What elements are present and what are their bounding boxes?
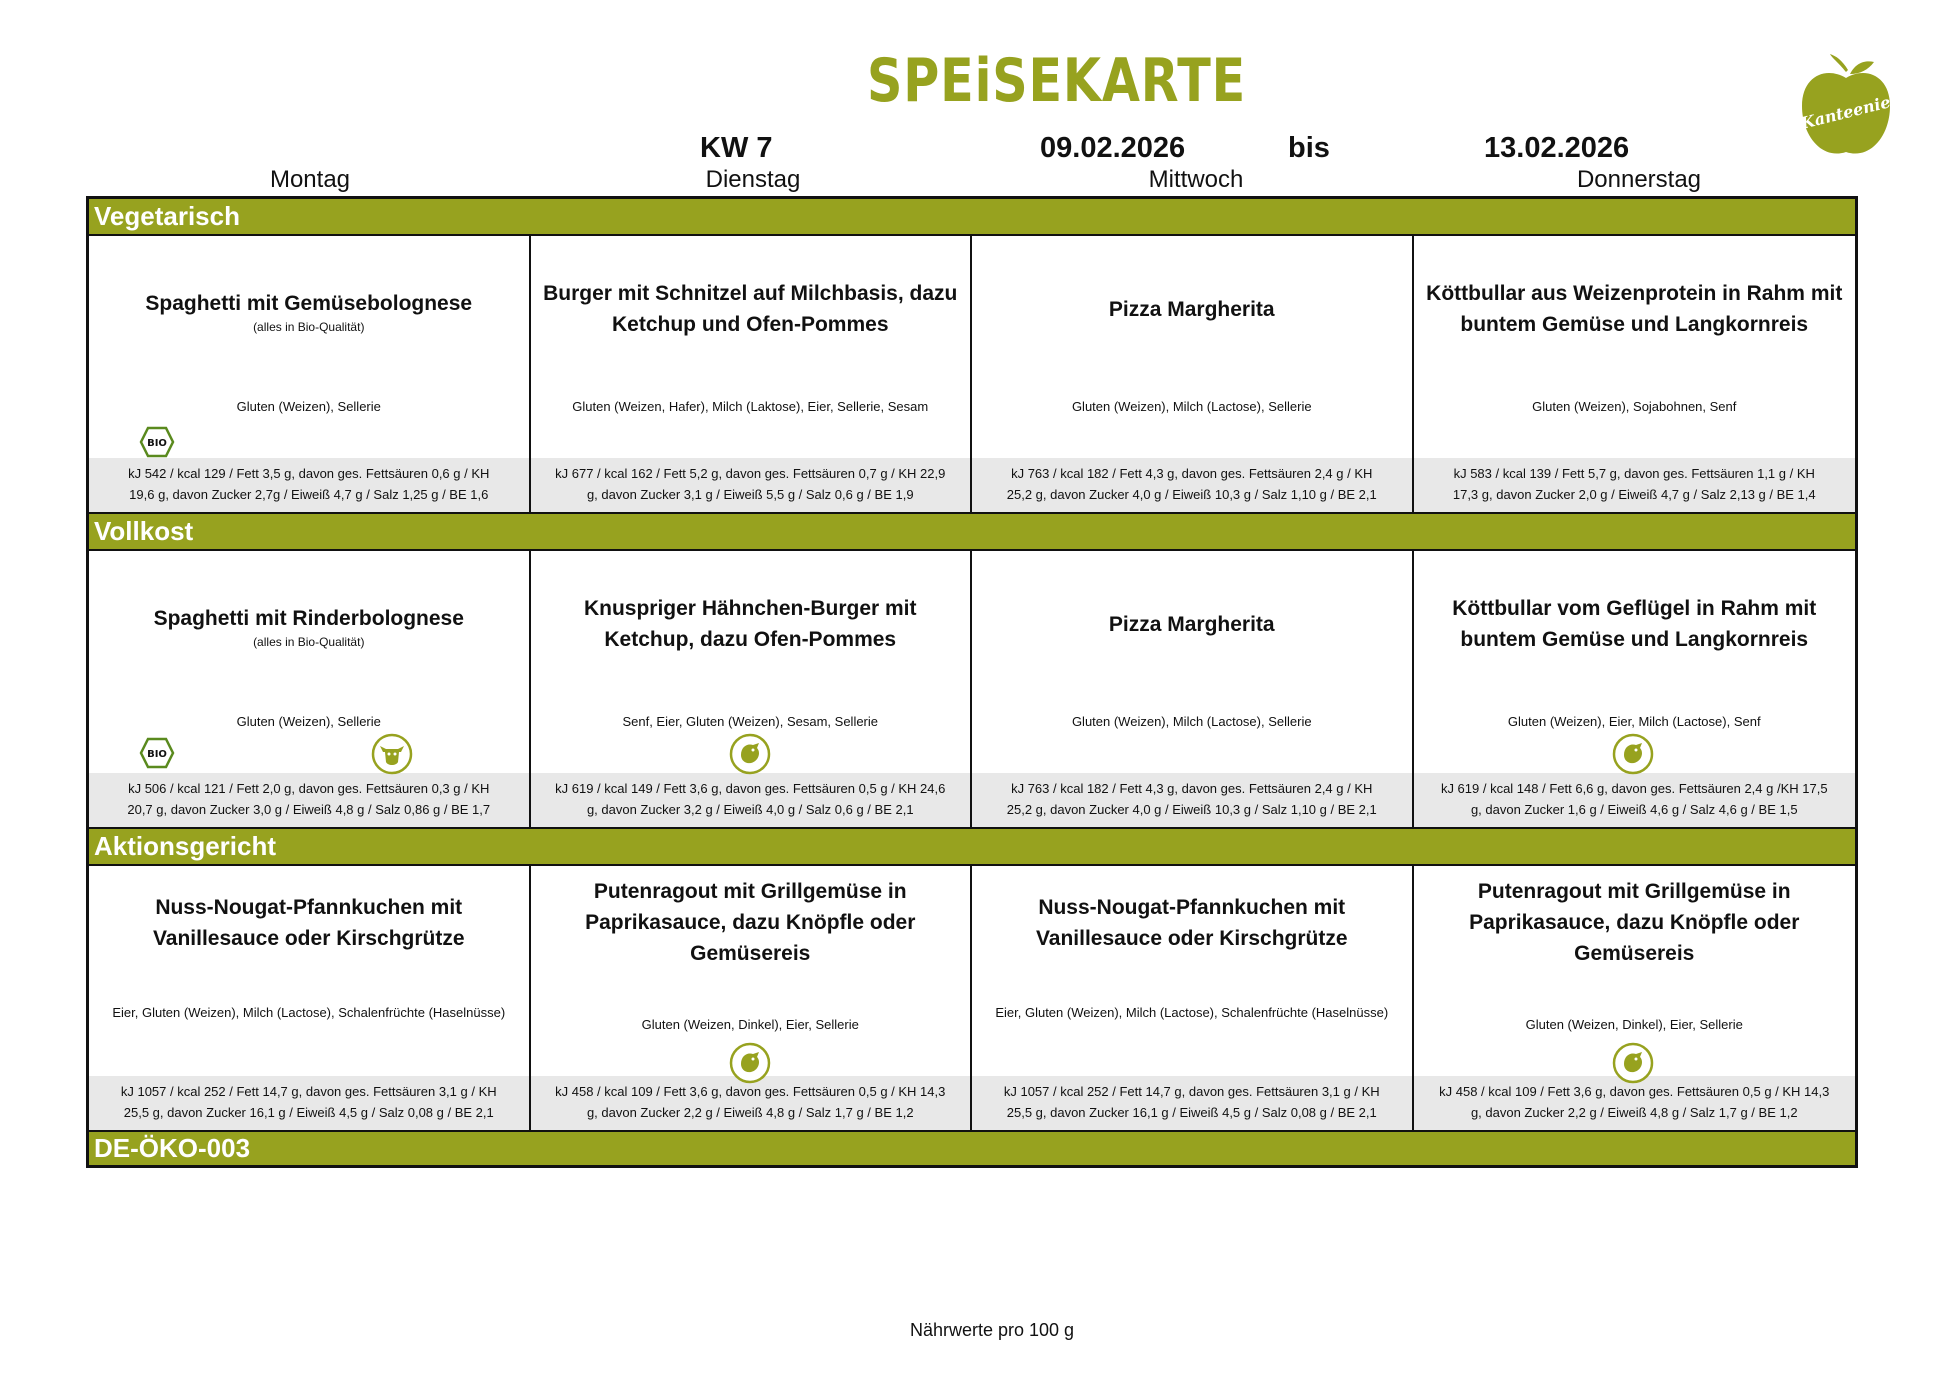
- dish-title: Putenragout mit Grillgemüse in Paprikasauce, dazu Knöpfle oder Gemüsereis: [585, 880, 916, 965]
- nutrition-info: kJ 458 / kcal 109 / Fett 3,6 g, davon ges. Fettsäuren 0,5 g / KH 14,3 g, davon Zucker 2,2 g / Eiweiß 4,8 g / Salz 1,7 g / BE 1,2: [531, 1076, 971, 1132]
- dish-cell: [1414, 866, 1856, 1132]
- dish-cell: [89, 551, 531, 829]
- day-thursday: Donnerstag: [1576, 166, 1702, 193]
- dish-cell: [1414, 551, 1856, 829]
- page-title: SPEiSEKARTE: [867, 46, 1247, 116]
- allergen-list: Eier, Gluten (Weizen), Milch (Lactose), Schalenfrüchte (Haselnüsse): [112, 1005, 506, 1020]
- dish-title: Köttbullar aus Weizenprotein in Rahm mit buntem Gemüse und Langkornreis: [1426, 282, 1843, 336]
- dish-cell: [531, 866, 973, 1132]
- dish-title: Burger mit Schnitzel auf Milchbasis, dazu Ketchup und Ofen-Pommes: [543, 282, 958, 336]
- nutrition-info: kJ 1057 / kcal 252 / Fett 14,7 g, davon ges. Fettsäuren 3,1 g / KH 25,5 g, davon Zucker 16,1 g / Eiweiß 4,5 g / Salz 0,08 g / BE 2,1: [972, 1076, 1412, 1132]
- allergen-list: Gluten (Weizen), Sojabohnen, Senf: [1532, 399, 1737, 414]
- menu-row: [89, 551, 1855, 829]
- day-tuesday: Dienstag: [705, 166, 801, 193]
- day-wednesday: Mittwoch: [1148, 166, 1244, 193]
- menu-row: [89, 866, 1855, 1132]
- nutrition-info: kJ 1057 / kcal 252 / Fett 14,7 g, davon ges. Fettsäuren 3,1 g / KH 25,5 g, davon Zucker 16,1 g / Eiweiß 4,5 g / Salz 0,08 g / BE 2,1: [89, 1076, 529, 1132]
- poultry-turkey-icon: [727, 1042, 773, 1084]
- dish-title: Nuss-Nougat-Pfannkuchen mit Vanillesauce oder Kirschgrütze: [1035, 896, 1348, 950]
- logo-text: Kanteenie: [1798, 92, 1893, 133]
- dish-cell: [1414, 236, 1856, 514]
- nutrition-info: kJ 583 / kcal 139 / Fett 5,7 g, davon ges. Fettsäuren 1,1 g / KH 17,3 g, davon Zucker 2,0 g / Eiweiß 4,7 g / Salz 2,13 g / BE 1,4: [1414, 458, 1856, 514]
- allergen-list: Gluten (Weizen), Eier, Milch (Lactose), Senf: [1507, 714, 1761, 729]
- allergen-list: Gluten (Weizen, Dinkel), Eier, Sellerie: [641, 1017, 859, 1032]
- poultry-turkey-icon: [1610, 1042, 1656, 1084]
- category-vollkost: Vollkost: [89, 514, 1855, 551]
- dish-cell: [972, 551, 1414, 829]
- dish-cell: [531, 551, 973, 829]
- category-vegetarisch: Vegetarisch: [89, 199, 1855, 236]
- allergen-list: Gluten (Weizen), Milch (Lactose), Sellerie: [1071, 714, 1312, 729]
- allergen-list: Gluten (Weizen, Hafer), Milch (Laktose), Eier, Sellerie, Sesam: [572, 399, 929, 414]
- nutrition-info: kJ 619 / kcal 148 / Fett 6,6 g, davon ges. Fettsäuren 2,4 g /KH 17,5 g, davon Zucker 1,6 g / Eiweiß 4,6 g / Salz 4,6 g / BE 1,5: [1414, 773, 1856, 829]
- svg-text:BIO: BIO: [147, 749, 167, 760]
- dish-cell: [972, 866, 1414, 1132]
- date-separator: bis: [1288, 132, 1330, 164]
- dish-cell: [531, 236, 973, 514]
- nutrition-info: kJ 506 / kcal 121 / Fett 2,0 g, davon ges. Fettsäuren 0,3 g / KH 20,7 g, davon Zucker 3,0 g / Eiweiß 4,8 g / Salz 0,86 g / BE 1,7: [89, 773, 529, 829]
- dish-title: Nuss-Nougat-Pfannkuchen mit Vanillesauce oder Kirschgrütze: [152, 896, 465, 950]
- dish-title: Pizza Margherita: [1108, 613, 1275, 636]
- beef-cow-icon: [369, 733, 415, 775]
- date-to: 13.02.2026: [1484, 132, 1630, 164]
- dish-note: (alles in Bio-Qualität): [253, 635, 365, 649]
- dish-title: Putenragout mit Grillgemüse in Paprikasauce, dazu Knöpfle oder Gemüsereis: [1469, 880, 1800, 965]
- menu-grid: [86, 196, 1858, 1168]
- poultry-chicken-icon: [727, 733, 773, 775]
- allergen-list: Gluten (Weizen), Sellerie: [236, 714, 381, 729]
- nutrition-footnote: Nährwerte pro 100 g: [909, 1320, 1075, 1340]
- day-monday: Montag: [269, 166, 351, 193]
- allergen-list: Senf, Eier, Gluten (Weizen), Sesam, Sellerie: [622, 714, 879, 729]
- allergen-list: Gluten (Weizen), Sellerie: [236, 399, 381, 414]
- bio-seal-icon: [139, 426, 175, 458]
- dish-cell: [972, 236, 1414, 514]
- menu-row: [89, 236, 1855, 514]
- kanteenie-apple-logo: [1796, 52, 1896, 164]
- dish-cell: [89, 866, 531, 1132]
- poultry-chicken-icon: [1610, 733, 1656, 775]
- dish-note: (alles in Bio-Qualität): [253, 320, 365, 334]
- allergen-list: Gluten (Weizen, Dinkel), Eier, Sellerie: [1525, 1017, 1743, 1032]
- allergen-list: Gluten (Weizen), Milch (Lactose), Sellerie: [1071, 399, 1312, 414]
- category-aktionsgericht: Aktionsgericht: [89, 829, 1855, 866]
- dish-title: Spaghetti mit Gemüsebolognese: [145, 292, 473, 315]
- nutrition-info: kJ 542 / kcal 129 / Fett 3,5 g, davon ges. Fettsäuren 0,6 g / KH 19,6 g, davon Zucker 2,7g / Eiweiß 4,7 g / Salz 1,25 g / BE 1,6: [89, 458, 529, 514]
- organic-certification-code: DE-ÖKO-003: [89, 1132, 1855, 1165]
- svg-text:BIO: BIO: [147, 438, 167, 449]
- dish-cell: [89, 236, 531, 514]
- allergen-list: Eier, Gluten (Weizen), Milch (Lactose), Schalenfrüchte (Haselnüsse): [995, 1005, 1389, 1020]
- dish-title: Knuspriger Hähnchen-Burger mit Ketchup, dazu Ofen-Pommes: [583, 597, 917, 651]
- dish-title: Köttbullar vom Geflügel in Rahm mit buntem Gemüse und Langkornreis: [1452, 597, 1817, 651]
- nutrition-info: kJ 458 / kcal 109 / Fett 3,6 g, davon ges. Fettsäuren 0,5 g / KH 14,3 g, davon Zucker 2,2 g / Eiweiß 4,8 g / Salz 1,7 g / BE 1,2: [1414, 1076, 1856, 1132]
- week-number: KW 7: [700, 132, 773, 164]
- nutrition-info: kJ 763 / kcal 182 / Fett 4,3 g, davon ges. Fettsäuren 2,4 g / KH 25,2 g, davon Zucker 4,0 g / Eiweiß 10,3 g / Salz 1,10 g / BE 2,1: [972, 458, 1412, 514]
- date-from: 09.02.2026: [1040, 132, 1186, 164]
- dish-title: Spaghetti mit Rinderbolognese: [153, 607, 464, 630]
- nutrition-info: kJ 619 / kcal 149 / Fett 3,6 g, davon ges. Fettsäuren 0,5 g / KH 24,6 g, davon Zucker 3,2 g / Eiweiß 4,0 g / Salz 0,6 g / BE 2,1: [531, 773, 971, 829]
- nutrition-info: kJ 677 / kcal 162 / Fett 5,2 g, davon ges. Fettsäuren 0,7 g / KH 22,9 g, davon Zucker 3,1 g / Eiweiß 5,5 g / Salz 0,6 g / BE 1,9: [531, 458, 971, 514]
- dish-title: Pizza Margherita: [1108, 298, 1275, 321]
- bio-seal-icon: [139, 737, 175, 769]
- nutrition-info: kJ 763 / kcal 182 / Fett 4,3 g, davon ges. Fettsäuren 2,4 g / KH 25,2 g, davon Zucker 4,0 g / Eiweiß 10,3 g / Salz 1,10 g / BE 2,1: [972, 773, 1412, 829]
